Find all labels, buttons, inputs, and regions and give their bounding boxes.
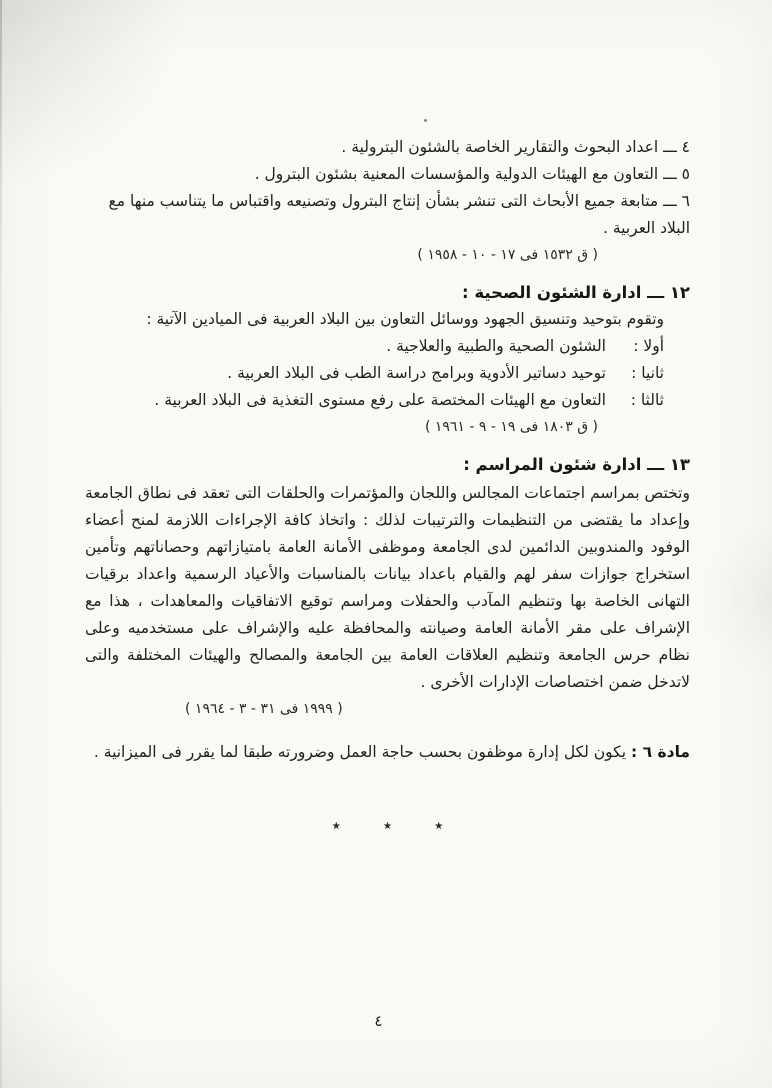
section-heading: ١٣ ـــ ادارة شئون المراسم : [463, 455, 690, 474]
ranked-item-text: توحيد دساتير الأدوية وبرامج دراسة الطب فى البلاد العربية . [227, 364, 606, 382]
article-text: يكون لكل إدارة موظفون بحسب حاجة العمل وضرورته طبقا لما يقرر فى الميزانية . [93, 743, 627, 761]
citation: ( ق ١٨٠٣ فى ١٩ - ٩ - ١٩٦١ ) [424, 419, 598, 435]
ranked-item [85, 360, 690, 387]
petroleum-tasks-list [85, 134, 690, 265]
section-protocol-affairs [85, 451, 690, 719]
ranked-item [85, 333, 690, 360]
ranked-item-label: ثالثا : [630, 391, 664, 409]
section-lead: وتقوم بتوحيد وتنسيق الجهود ووسائل التعاون بين البلاد العربية فى الميادين الآتية : [146, 310, 664, 328]
scan-speck-artifact [424, 119, 427, 122]
article-label: مادة ٦ : [631, 743, 690, 761]
section-health-affairs [85, 279, 690, 437]
page-number: ٤ [374, 1012, 383, 1030]
ranked-item-label: أولا : [633, 337, 664, 355]
star-glyph: ٭ [434, 816, 444, 836]
article-6 [85, 739, 690, 766]
section-separator [85, 816, 690, 836]
section-body: وتختص بمراسم اجتماعات المجالس واللجان والمؤتمرات والحلقات التى تعقد فى نطاق الجامعة وإعداد ما يقتضى من التنظيمات والترتيبات لذلك : واتخاذ كافة الإجراءات اللازمة لمنح أعضاء الوفود والمندوبين الدائمين لدى الجامعة وموظفى الأمانة العامة بامتيازاتهم وحصاناتهم وتأمين استخراج جوازات سفر لهم والقيام باعداد بيانات بالمناسبات والأعياد الرسمية واعداد برقيات التهانى الخاصة بها وتنظيم المآدب والحفلات ومراسم توقيع الاتفاقيات والمعاهدات ، هذا مع الإشراف على مقر الأمانة العامة وصيانته والمحافظة عليه والإشراف على مستخدميه وعلى نظام حرس الجامعة وتنظيم العلاقات العامة بين الجامعة والمصالح والهيئات المختلفة والتى لاتدخل ضمن اختصاصات الإدارات الأخرى . [85, 484, 690, 691]
star-glyph: ٭ [382, 816, 393, 836]
citation: ( ق ١٥٣٢ فى ١٧ - ١٠ - ١٩٥٨ ) [417, 247, 598, 263]
star-glyph: ٭ [331, 816, 341, 836]
ranked-item-text: الشئون الصحية والطبية والعلاجية . [386, 337, 606, 355]
ranked-item-label: ثانيا : [631, 364, 664, 382]
scan-edge-artifact [0, 0, 2, 1088]
list-item: ٤ ـــ اعداد البحوث والتقارير الخاصة بالشئون البترولية . [341, 138, 690, 156]
section-heading: ١٢ ـــ ادارة الشئون الصحية : [462, 283, 690, 302]
list-item: ٦ ـــ متابعة جميع الأبحاث التى تنشر بشأن إنتاج البترول وتصنيعه واقتباس ما يتناسب منها مع البلاد العربية . [108, 192, 690, 237]
ranked-item [85, 387, 690, 414]
citation: ( ١٩٩٩ فى ٣١ - ٣ - ١٩٦٤ ) [185, 701, 343, 717]
ranked-item-text: التعاون مع الهيئات المختصة على رفع مستوى التغذية فى البلاد العربية . [154, 391, 606, 409]
list-item: ٥ ـــ التعاون مع الهيئات الدولية والمؤسسات المعنية بشئون البترول . [254, 165, 690, 183]
